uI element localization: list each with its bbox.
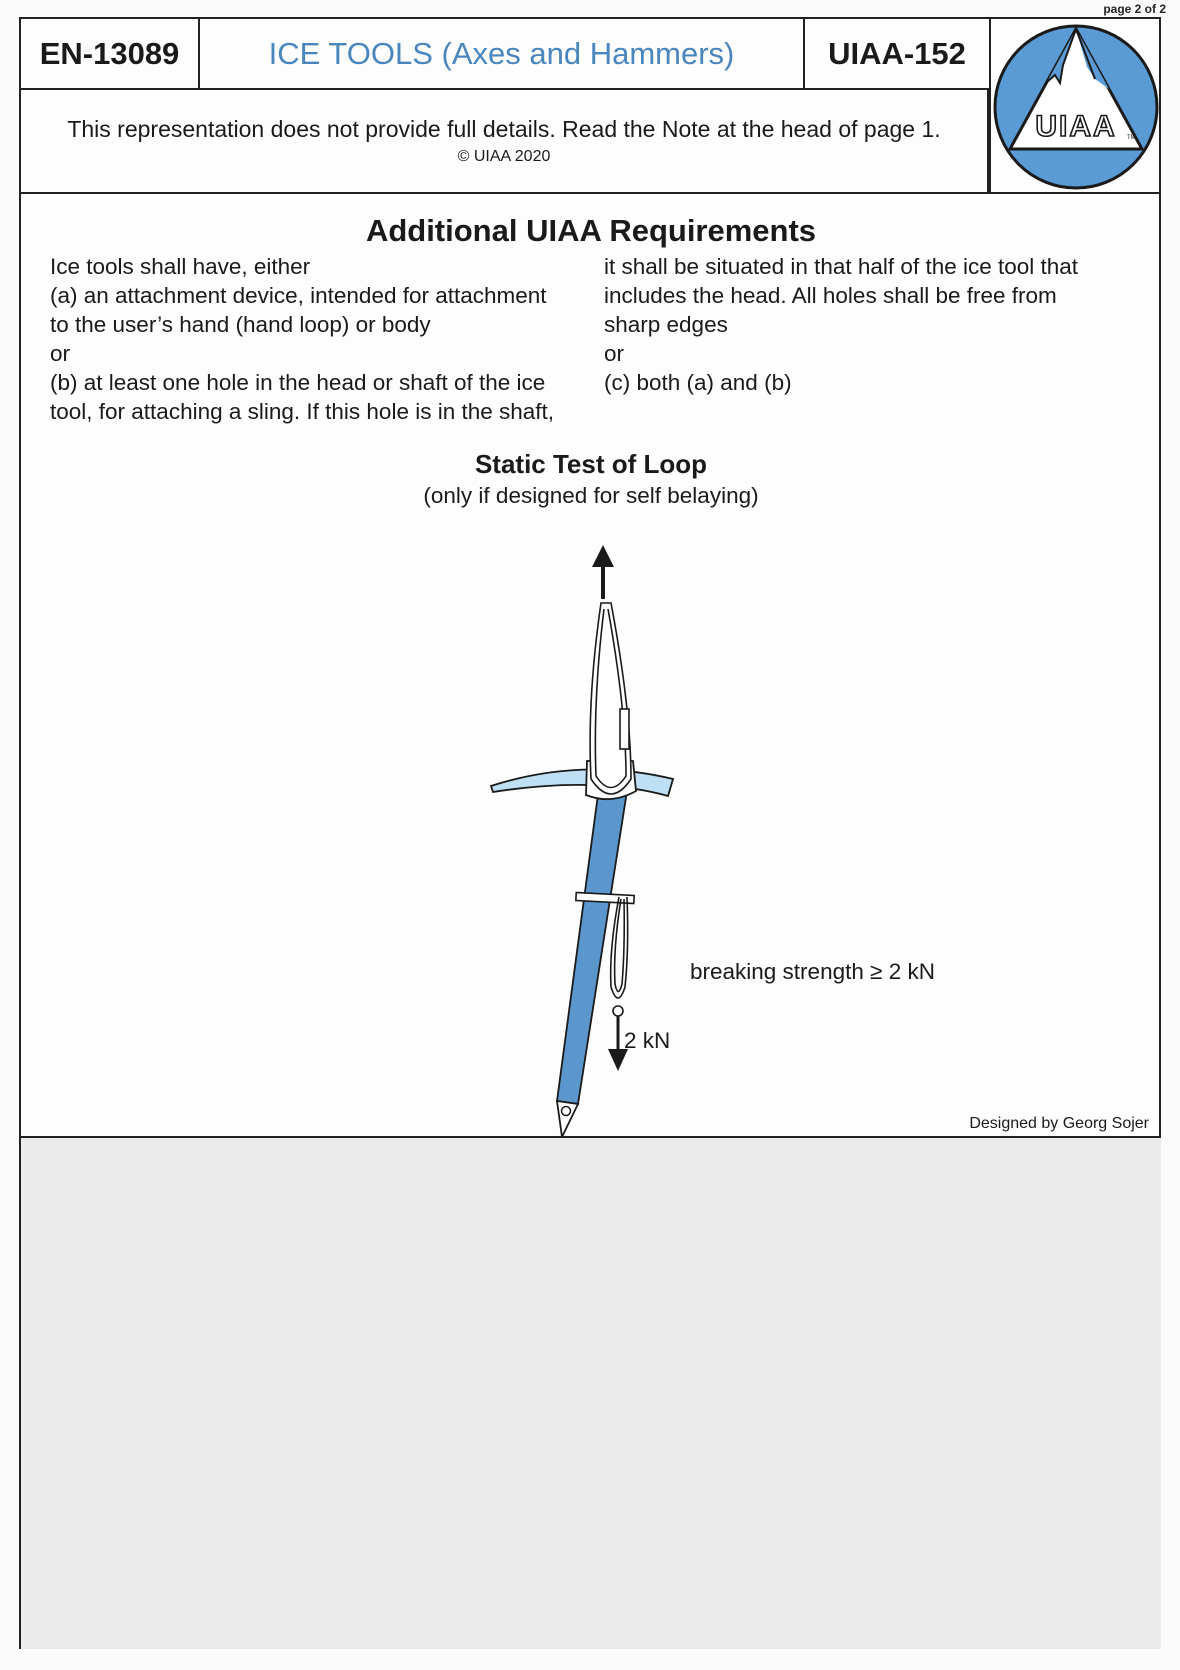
standard-number: EN-13089 — [21, 19, 200, 88]
document-title: ICE TOOLS (Axes and Hammers) — [200, 19, 805, 88]
test-title: Static Test of Loop — [474, 449, 708, 479]
requirement-line: tool, for attaching a sling. If this hole is in the shaft, — [50, 399, 555, 424]
upward-arrow-icon — [592, 545, 614, 599]
empty-panel — [21, 1138, 1161, 1649]
test-sling-icon — [590, 603, 631, 794]
pick-icon — [491, 770, 673, 796]
requirement-line: it shall be situated in that half of the ice tool that — [604, 254, 1079, 279]
datasheet — [19, 17, 1161, 1649]
requirement-line: or — [604, 341, 625, 366]
breaking-strength-label: breaking strength ≥ 2 kN — [690, 959, 935, 984]
ice-axe-figure — [21, 19, 1161, 1159]
requirement-line: (b) at least one hole in the head or shaft of the ice — [50, 370, 546, 395]
requirement-line: (a) an attachment device, intended for attachment — [50, 283, 547, 308]
requirement-line: or — [50, 341, 71, 366]
requirements-title: Additional UIAA Requirements — [365, 213, 817, 248]
uiaa-code: UIAA-152 — [828, 35, 966, 71]
requirement-line: to the user’s hand (hand loop) or body — [50, 312, 431, 337]
requirement-line: (c) both (a) and (b) — [604, 370, 792, 395]
requirement-line: includes the head. All holes shall be free from — [604, 283, 1057, 308]
notice-text: This representation does not provide full details. Read the Note at the head of page 1. — [67, 116, 941, 142]
logo-tm: TM — [1127, 135, 1136, 141]
designer-credit: Designed by Georg Sojer — [969, 1115, 1149, 1132]
logo-text: UIAA — [1035, 110, 1117, 143]
force-label: 2 kN — [624, 1028, 671, 1053]
test-subtitle: (only if designed for self belaying) — [423, 483, 759, 508]
copyright-text: © UIAA 2020 — [457, 148, 551, 165]
page-number: page 2 of 2 — [1103, 2, 1166, 16]
spike-hole-icon — [562, 1107, 571, 1116]
requirement-line: sharp edges — [604, 312, 728, 337]
requirement-line: Ice tools shall have, either — [50, 254, 311, 279]
